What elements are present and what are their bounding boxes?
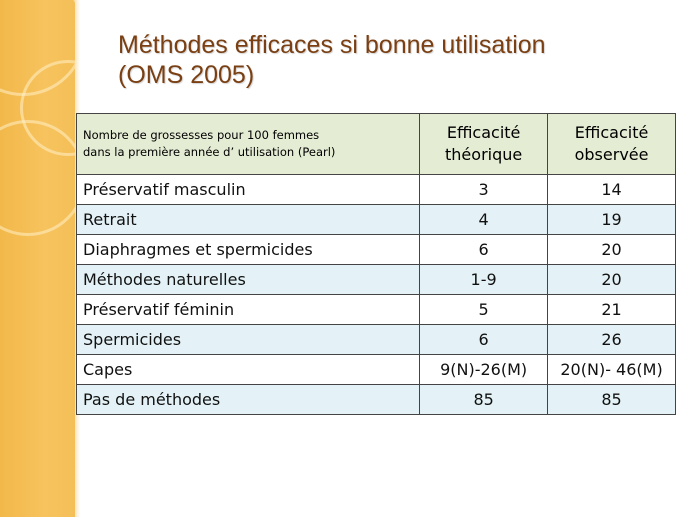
header-description-line2: dans la première année d’ utilisation (Pearl): [83, 145, 336, 159]
theoretical-cell: 5: [420, 295, 548, 325]
method-cell: Diaphragmes et spermicides: [77, 235, 420, 265]
header-description: [77, 114, 420, 175]
theoretical-cell: 85: [420, 385, 548, 415]
method-cell: Spermicides: [77, 325, 420, 355]
header-observed-line2: observée: [574, 145, 649, 164]
observed-cell: 26: [548, 325, 676, 355]
table-row: [77, 175, 676, 205]
theoretical-cell: 3: [420, 175, 548, 205]
table-row: [77, 235, 676, 265]
method-cell: Pas de méthodes: [77, 385, 420, 415]
header-theoretical-line1: Efficacité: [446, 123, 521, 142]
slide-title-line1: Méthodes efficaces si bonne utilisation: [118, 31, 546, 59]
method-cell: Méthodes naturelles: [77, 265, 420, 295]
method-cell: Capes: [77, 355, 420, 385]
observed-cell: 14: [548, 175, 676, 205]
header-observed-line1: Efficacité: [574, 123, 649, 142]
table-row: [77, 355, 676, 385]
slide-title-line2: (OMS 2005): [118, 61, 255, 89]
header-theoretical-line2: théorique: [445, 145, 523, 164]
table-row: [77, 205, 676, 235]
theoretical-cell: 6: [420, 235, 548, 265]
header-theoretical: [420, 114, 548, 175]
efficacy-table: [76, 113, 676, 415]
observed-cell: 85: [548, 385, 676, 415]
theoretical-cell: 4: [420, 205, 548, 235]
table-row: [77, 265, 676, 295]
method-cell: Préservatif masculin: [77, 175, 420, 205]
table-row: [77, 385, 676, 415]
decorative-sidebar: [0, 0, 75, 517]
observed-cell: 20: [548, 235, 676, 265]
observed-cell: 21: [548, 295, 676, 325]
theoretical-cell: 1-9: [420, 265, 548, 295]
header-observed: [548, 114, 676, 175]
theoretical-cell: 9(N)-26(M): [420, 355, 548, 385]
observed-cell: 19: [548, 205, 676, 235]
table-row: [77, 325, 676, 355]
theoretical-cell: 6: [420, 325, 548, 355]
slide-title: [118, 30, 638, 90]
observed-cell: 20: [548, 265, 676, 295]
method-cell: Préservatif féminin: [77, 295, 420, 325]
header-description-line1: Nombre de grossesses pour 100 femmes: [83, 128, 320, 142]
observed-cell: 20(N)- 46(M): [548, 355, 676, 385]
table-header-row: [77, 114, 676, 175]
decorative-ring: [0, 120, 75, 236]
method-cell: Retrait: [77, 205, 420, 235]
table-row: [77, 295, 676, 325]
